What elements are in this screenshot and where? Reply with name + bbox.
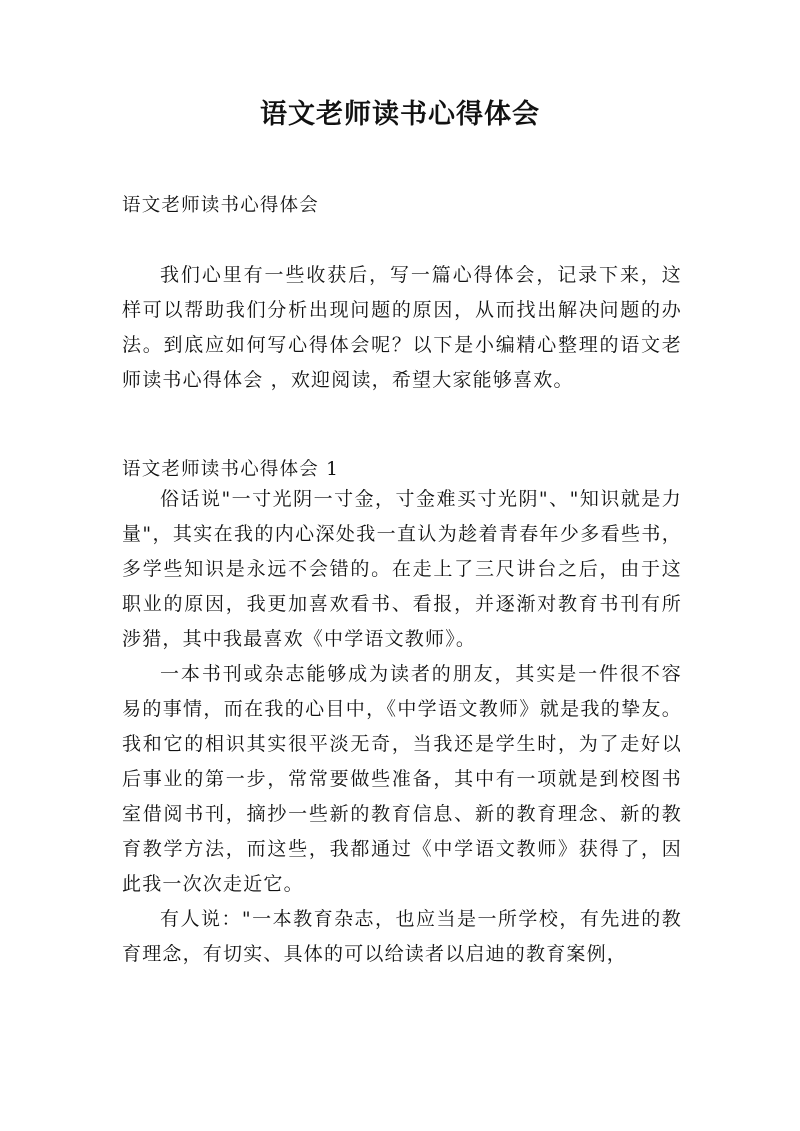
article-paragraph-1: 俗话说"一寸光阴一寸金，寸金难买寸光阴"、"知识就是力量"，其实在我的内心深处我一直认为趁着青春年少多看些书，多学些知识是永远不会错的。在走上了三尺讲台之后，由于这职业的原因，我更加喜欢看书、看报，并逐渐对教育书刊有所涉猎，其中我最喜欢《中学语文教师》。 (122, 488, 682, 650)
intro-paragraph: 我们心里有一些收获后，写一篇心得体会，记录下来，这样可以帮助我们分析出现问题的原因，从而找出解决问题的办法。到底应如何写心得体会呢？以下是小编精心整理的语文老师读书心得体会 ，欢迎阅读，希望大家能够喜欢。 (122, 264, 682, 391)
document-title: 语文老师读书心得体会 (260, 99, 540, 130)
article-paragraph-3: 有人说："一本教育杂志，也应当是一所学校，有先进的教育理念，有切实、具体的可以给读者以启迪的教育案例， (122, 908, 682, 965)
article-paragraph-2: 一本书刊或杂志能够成为读者的朋友，其实是一件很不容易的事情，而在我的心目中，《中学语文教师》就是我的挚友。我和它的相识其实很平淡无奇，当我还是学生时，为了走好以后事业的第一步，常常要做些准备，其中有一项就是到校图书室借阅书刊，摘抄一些新的教育信息、新的教育理念、新的教育教学方法，而这些，我都通过《中学语文教师》获得了，因此我一次次走近它。 (122, 663, 682, 895)
article-body (122, 482, 682, 972)
document-subtitle: 语文老师读书心得体会 (122, 195, 320, 216)
section-heading: 语文老师读书心得体会 1 (122, 459, 340, 480)
